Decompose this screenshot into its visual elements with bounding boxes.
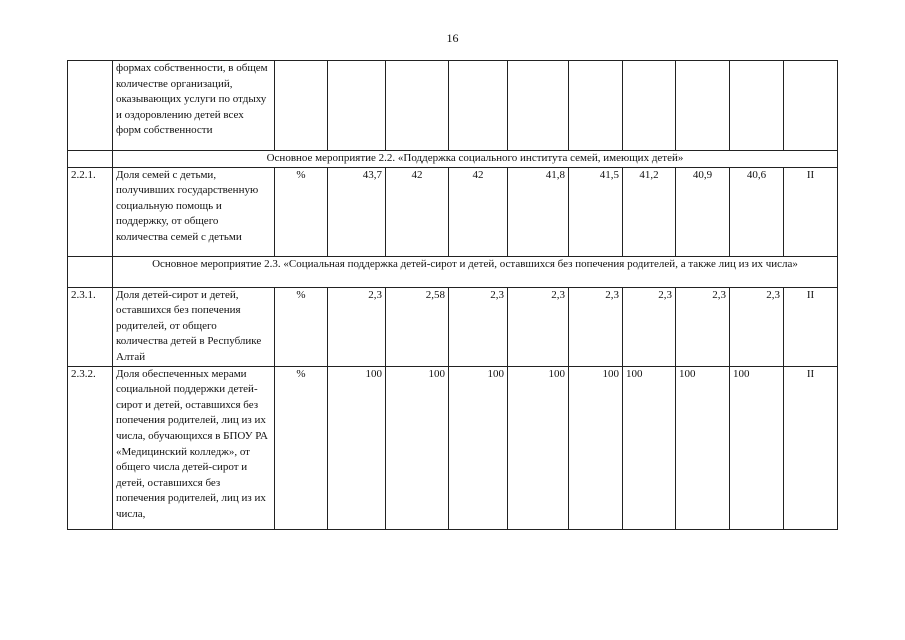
indicator-name: формах собственности, в общем количестве организаций, оказывающих услуги по отдыху и оздоровлению детей всех форм собственности (113, 61, 275, 151)
table-row (68, 366, 838, 529)
value-cell: 2,3 (676, 287, 730, 366)
value-cell: 42 (449, 167, 508, 256)
row-number: 2.3.2. (68, 366, 113, 529)
table-row (68, 61, 838, 151)
section-row (68, 151, 838, 168)
row-number (68, 61, 113, 151)
value-cell (328, 61, 386, 151)
page-number: 16 (446, 31, 459, 45)
row-number: 2.3.1. (68, 287, 113, 366)
section-title: Основное мероприятие 2.2. «Поддержка социального института семей, имеющих детей» (113, 151, 838, 168)
section-number-cell (68, 256, 113, 287)
value-cell: 2,3 (508, 287, 569, 366)
value-cell (386, 61, 449, 151)
value-cell: 42 (386, 167, 449, 256)
note-cell: II (784, 167, 838, 256)
value-cell (508, 61, 569, 151)
section-number-cell (68, 151, 113, 168)
section-row (68, 256, 838, 287)
value-cell: 100 (623, 366, 676, 529)
value-cell: 100 (386, 366, 449, 529)
value-cell: 2,3 (623, 287, 676, 366)
table-row (68, 287, 838, 366)
indicator-name: Доля детей-сирот и детей, оставшихся без попечения родителей, от общего количества детей в Республике Алтай (113, 287, 275, 366)
note-cell: II (784, 287, 838, 366)
value-cell: 2,3 (449, 287, 508, 366)
section-title: Основное мероприятие 2.3. «Социальная поддержка детей-сирот и детей, оставшихся без попечения родителей, а также лиц из их числа» (113, 256, 838, 287)
indicator-name: Доля семей с детьми, получивших государственную социальную помощь и поддержку, от общего количества семей с детьми (113, 167, 275, 256)
value-cell: 41,2 (623, 167, 676, 256)
value-cell (676, 61, 730, 151)
note-cell: II (784, 366, 838, 529)
value-cell: 43,7 (328, 167, 386, 256)
value-cell (569, 61, 623, 151)
value-cell: 40,6 (730, 167, 784, 256)
unit-cell: % (275, 287, 328, 366)
unit-cell: % (275, 167, 328, 256)
value-cell: 100 (676, 366, 730, 529)
table-row (68, 167, 838, 256)
value-cell: 41,5 (569, 167, 623, 256)
value-cell (730, 61, 784, 151)
value-cell: 2,3 (569, 287, 623, 366)
value-cell: 2,58 (386, 287, 449, 366)
note-cell (784, 61, 838, 151)
row-number: 2.2.1. (68, 167, 113, 256)
value-cell: 100 (569, 366, 623, 529)
value-cell: 40,9 (676, 167, 730, 256)
unit-cell (275, 61, 328, 151)
value-cell: 100 (508, 366, 569, 529)
value-cell: 41,8 (508, 167, 569, 256)
indicator-table (67, 60, 838, 530)
value-cell: 100 (730, 366, 784, 529)
value-cell (449, 61, 508, 151)
value-cell: 2,3 (328, 287, 386, 366)
value-cell: 100 (328, 366, 386, 529)
value-cell: 100 (449, 366, 508, 529)
indicator-name: Доля обеспеченных мерами социальной поддержки детей-сирот и детей, оставшихся без попечения родителей, лиц из их числа, обучающихся в БПОУ РА «Медицинский колледж», от общего числа детей-сирот и детей, оставшихся без попечения родителей, лиц из их числа, (113, 366, 275, 529)
value-cell (623, 61, 676, 151)
value-cell: 2,3 (730, 287, 784, 366)
unit-cell: % (275, 366, 328, 529)
